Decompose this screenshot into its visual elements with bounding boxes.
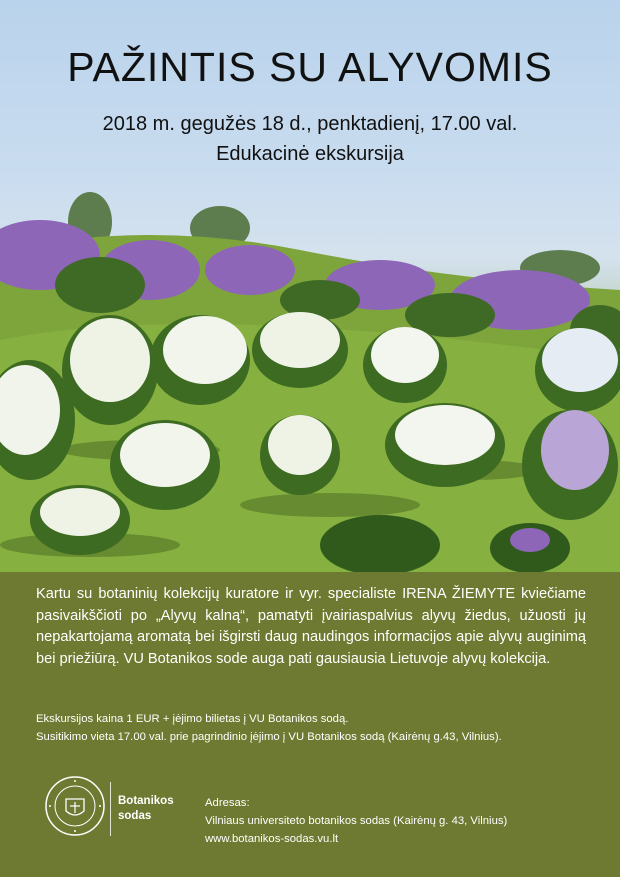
- event-date: 2018 m. gegužės 18 d., penktadienį, 17.00 val.: [102, 113, 518, 135]
- event-title: PAŽINTIS SU ALYVOMIS: [67, 44, 553, 90]
- address-line: Vilniaus universiteto botanikos sodas (Kairėnų g. 43, Vilnius): [205, 815, 508, 827]
- logo-divider: [110, 782, 111, 836]
- meeting-info: Susitikimo vieta 17.00 val. prie pagrindinio įėjimo į VU Botanikos sodą (Kairėnų g.43, Vilnius).: [36, 731, 502, 743]
- logo-line-2: sodas: [118, 810, 152, 822]
- logo-line-1: Botanikos: [118, 795, 174, 807]
- curator-name: IRENA ŽIEMYTE: [402, 586, 516, 602]
- address-block: [205, 794, 507, 848]
- event-description: [36, 584, 586, 670]
- event-type: Edukacinė ekskursija: [216, 143, 404, 165]
- address-label: Adresas:: [205, 797, 250, 809]
- info-panel: [0, 572, 620, 877]
- website-link[interactable]: www.botanikos-sodas.vu.lt: [205, 833, 339, 845]
- description-body: kviečiame pasivaikščioti po „Alyvų kalną“, pamatyti įvairiaspalvius alyvų žiedus, užuosti jų nepakartojamą aromatą bei išgirsti daug naudingos informacijos apie alyvų auginimą bei priežiūrą. VU Botanikos sode auga pati gausiausia Lietuvoje alyvų kolekcija.: [36, 586, 586, 667]
- description-intro: Kartu su botaninių kolekcijų kuratore ir vyr. specialiste: [36, 586, 403, 602]
- logo-wordmark: [118, 794, 174, 824]
- practical-info: [36, 710, 596, 746]
- price-info: Ekskursijos kaina 1 EUR + įėjimo bilietas į VU Botanikos sodą.: [36, 713, 349, 725]
- university-seal-icon: [44, 775, 106, 837]
